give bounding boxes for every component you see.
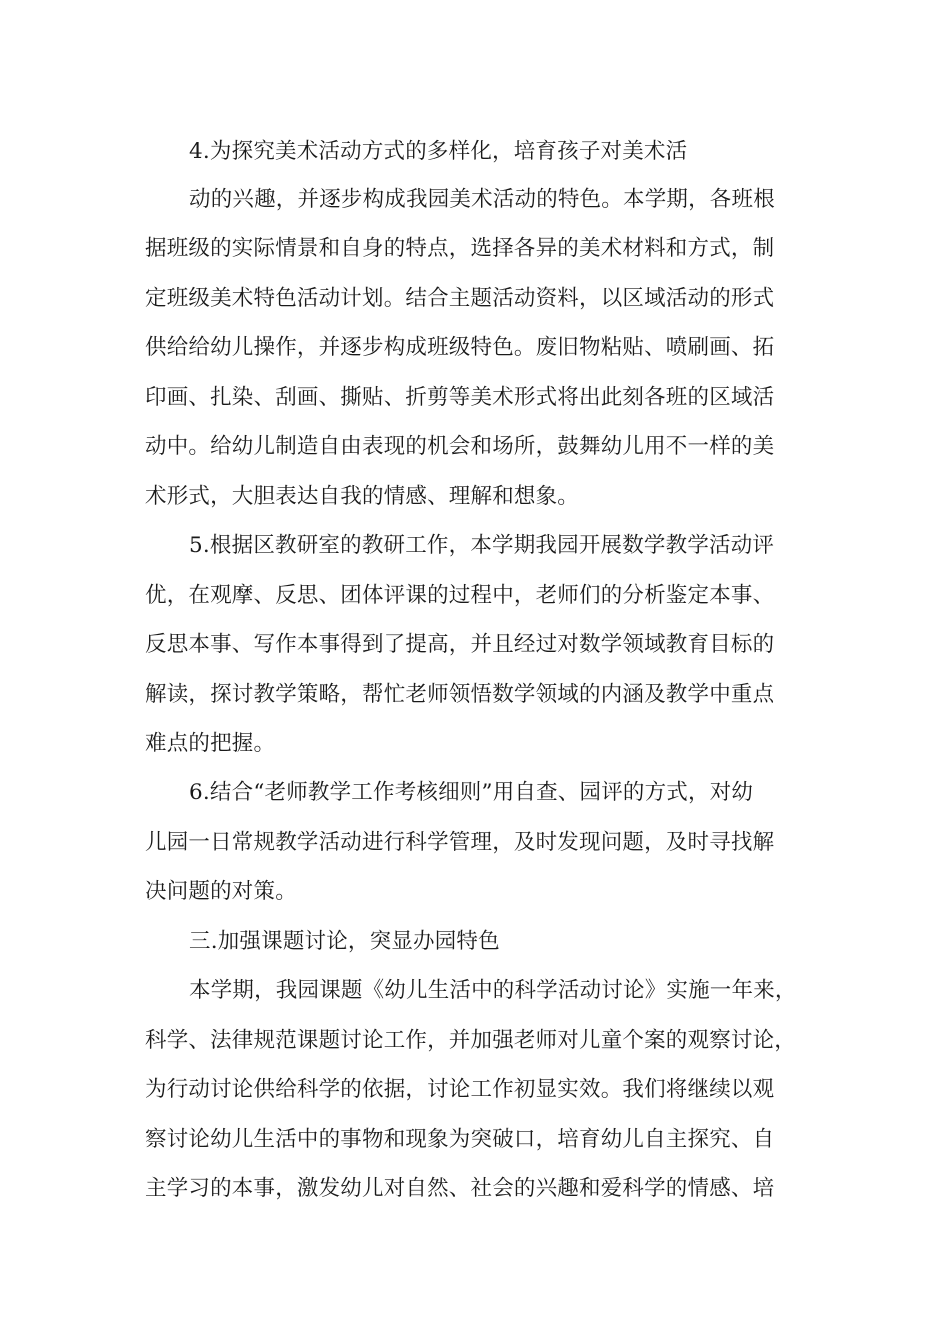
text-line: 儿园一日常规教学活动进行科学管理，及时发现问题，及时寻找解	[145, 830, 775, 855]
text-line: 术形式，大胆表达自我的情感、理解和想象。	[145, 484, 580, 509]
text-line: 据班级的实际情景和自身的特点，选择各异的美术材料和方式，制	[145, 236, 775, 261]
text-line: 5.根据区教研室的教研工作，本学期我园开展数学教学活动评	[189, 533, 775, 558]
text-line: 反思本事、写作本事得到了提高，并且经过对数学领域教育目标的	[145, 632, 775, 657]
text-line: 科学、法律规范课题讨论工作，并加强老师对儿童个案的观察讨论，	[145, 1028, 797, 1053]
text-line: 解读，探讨教学策略，帮忙老师领悟数学领域的内涵及教学中重点	[145, 682, 775, 707]
text-line: 印画、扎染、刮画、撕贴、折剪等美术形式将出此刻各班的区域活	[145, 385, 775, 410]
text-line: 本学期，我园课题《幼儿生活中的科学活动讨论》实施一年来，	[189, 978, 797, 1003]
section-heading: 三.加强课题讨论，突显办园特色	[189, 929, 500, 954]
text-line: 决问题的对策。	[145, 879, 297, 904]
text-line: 供给给幼儿操作，并逐步构成班级特色。废旧物粘贴、喷刷画、拓	[145, 335, 775, 360]
text-line: 动的兴趣，并逐步构成我园美术活动的特色。本学期，各班根	[189, 187, 775, 212]
text-line: 定班级美术特色活动计划。结合主题活动资料，以区域活动的形式	[145, 286, 775, 311]
text-line: 察讨论幼儿生活中的事物和现象为突破口，培育幼儿自主探究、自	[145, 1127, 775, 1152]
text-line: 难点的把握。	[145, 731, 276, 756]
text-line: 6.结合“老师教学工作考核细则”用自查、园评的方式，对幼	[189, 780, 754, 805]
text-line: 动中。给幼儿制造自由表现的机会和场所，鼓舞幼儿用不一样的美	[145, 434, 775, 459]
text-line: 主学习的本事，激发幼儿对自然、社会的兴趣和爱科学的情感、培	[145, 1176, 775, 1201]
text-line: 4.为探究美术活动方式的多样化，培育孩子对美术活	[189, 139, 688, 164]
text-line: 为行动讨论供给科学的依据，讨论工作初显实效。我们将继续以观	[145, 1077, 775, 1102]
text-line: 优，在观摩、反思、团体评课的过程中，老师们的分析鉴定本事、	[145, 583, 775, 608]
